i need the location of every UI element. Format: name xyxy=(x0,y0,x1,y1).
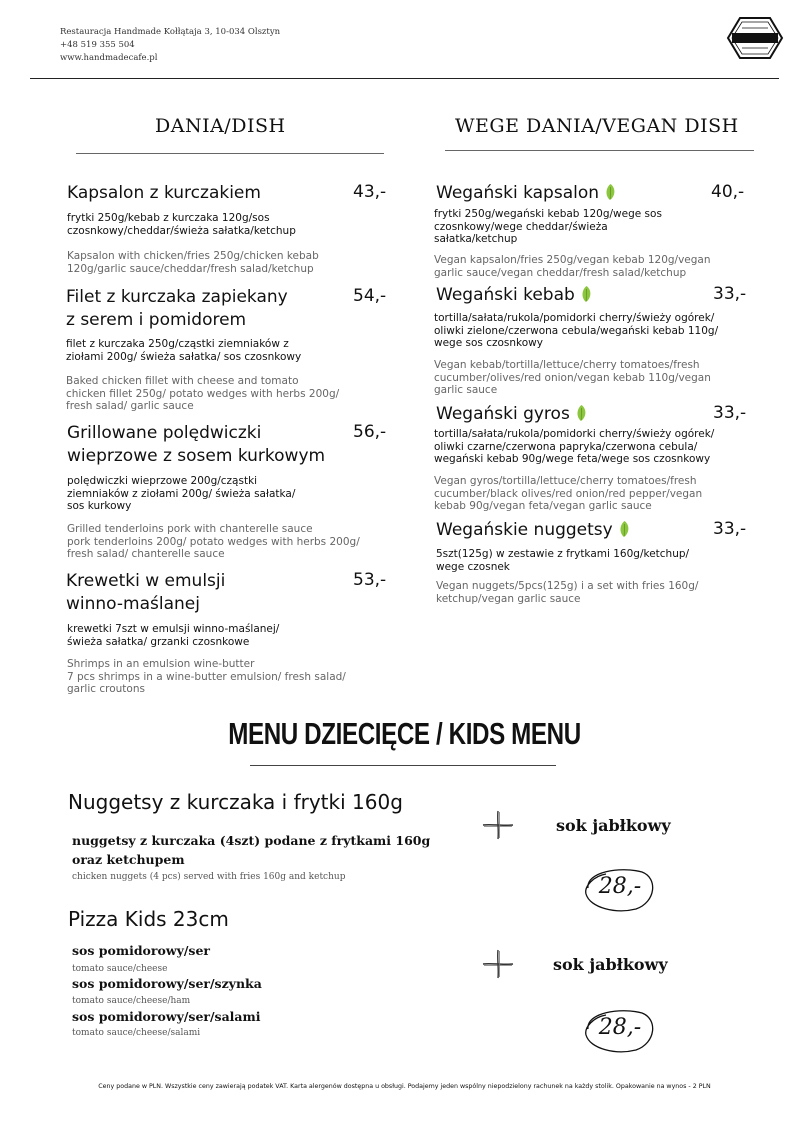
dish-description-pl: polędwiczki wieprzowe 200g/cząstki ziemniaków z ziołami 200g/ świeża sałatka/ sos kurkowy xyxy=(67,475,296,512)
dishes-title: DANIA/DISH xyxy=(155,115,286,137)
kids-price-badge xyxy=(580,864,660,914)
restaurant-phone: +48 519 355 504 xyxy=(60,40,135,50)
kids-title-rule xyxy=(250,765,556,766)
dish-description-pl: krewetki 7szt w emulsji winno-maślanej/ świeża sałatka/ grzanki czosnkowe xyxy=(67,623,280,648)
kids-description-en: tomato sauce/cheese/ham xyxy=(72,996,191,1006)
restaurant-address: Restauracja Handmade Kołłątaja 3, 10-034 Olsztyn xyxy=(60,27,281,37)
dish-description-pl: frytki 250g/kebab z kurczaka 120g/sos czosnkowy/cheddar/świeża sałatka/ketchup xyxy=(67,212,296,237)
dish-name: Filet z kurczaka zapiekany z serem i pomidorem xyxy=(66,287,288,330)
dish-description-pl: tortilla/sałata/rukola/pomidorki cherry/świeży ogórek/ oliwki czarne/czerwona papryka/czerwona cebula/ wegański kebab 90g/wege feta/wege sos czosnkowy xyxy=(434,428,715,465)
dish-description-pl: frytki 250g/wegański kebab 120g/wege sos czosnkowy/wege cheddar/świeża sałatka/ketchup xyxy=(434,208,662,245)
dish-description-en: Shrimps in an emulsion wine-butter 7 pcs shrimps in a wine-butter emulsion/ fresh salad/ garlic croutons xyxy=(67,658,346,695)
dish-price: 54,- xyxy=(353,286,387,306)
apple-juice-label: sok jabłkowy xyxy=(553,955,668,974)
dish-description-pl: filet z kurczaka 250g/cząstki ziemniaków z ziołami 200g/ świeża sałatka/ sos czosnkowy xyxy=(66,338,302,363)
dish-name: Kapsalon z kurczakiem xyxy=(67,183,261,203)
kids-description-pl: sos pomidorowy/ser xyxy=(72,943,210,958)
vegan-dish-heading xyxy=(436,519,630,542)
dish-price: 33,- xyxy=(713,403,747,423)
vegan-leaf-icon xyxy=(619,520,630,538)
kids-description-en: tomato sauce/cheese xyxy=(72,964,168,974)
dish-description-en: Vegan gyros/tortilla/lettuce/cherry tomatoes/fresh cucumber/black olives/red onion/red pepper/vegan kebab 90g/vegan feta/vegan garlic sauce xyxy=(434,475,703,512)
dish-price: 33,- xyxy=(713,519,747,539)
restaurant-website: www.handmadecafe.pl xyxy=(60,53,158,63)
dish-name: Krewetki w emulsji winno-maślanej xyxy=(66,571,226,614)
dish-price: 56,- xyxy=(353,422,387,442)
vegan-leaf-icon xyxy=(581,285,592,303)
dish-name: Wegańskie nuggetsy xyxy=(436,520,613,540)
kids-description-en: chicken nuggets (4 pcs) served with fries 160g and ketchup xyxy=(72,872,346,882)
dish-description-pl: tortilla/sałata/rukola/pomidorki cherry/świeży ogórek/ oliwki zielone/czerwona cebula/wegański kebab 110g/ wege sos czosnkowy xyxy=(434,312,719,349)
dish-description-en: Kapsalon with chicken/fries 250g/chicken kebab 120g/garlic sauce/cheddar/fresh salad/ketchup xyxy=(67,250,319,275)
dish-description-en: Vegan nuggets/5pcs(125g) i a set with fries 160g/ ketchup/vegan garlic sauce xyxy=(436,580,699,605)
dish-description-en: Grilled tenderloins pork with chanterelle sauce pork tenderloins 200g/ potato wedges with herbs 200g/ fresh salad/ chanterelle sauce xyxy=(67,523,360,560)
dish-description-en: Vegan kapsalon/fries 250g/vegan kebab 120g/vegan garlic sauce/vegan cheddar/fresh salad/ketchup xyxy=(434,254,711,279)
vegan-title: WEGE DANIA/VEGAN DISH xyxy=(455,115,739,137)
vegan-dish-heading xyxy=(436,284,592,307)
vegan-dish-heading xyxy=(436,403,587,426)
vegan-leaf-icon xyxy=(576,404,587,422)
footer-note: Ceny podane w PLN. Wszystkie ceny zawierają podatek VAT. Karta alergenów dostępna u obsługi. Podajemy jeden wspólny niepodzielony rachunek na każdy stolik. Opakowanie na wynos - 2 PLN xyxy=(98,1083,711,1090)
vegan-dish-heading xyxy=(436,182,616,205)
apple-juice-label: sok jabłkowy xyxy=(556,816,671,835)
plus-icon xyxy=(481,810,515,840)
restaurant-contact xyxy=(60,26,280,65)
kids-price-badge xyxy=(580,1005,660,1055)
kids-dish-name: Nuggetsy z kurczaka i frytki 160g xyxy=(68,790,403,814)
dish-name: Wegański kebab xyxy=(436,285,575,305)
kids-price: 28,- xyxy=(598,1015,642,1040)
dish-description-pl: 5szt(125g) w zestawie z frytkami 160g/ketchup/ wege czosnek xyxy=(436,548,690,573)
vegan-title-rule xyxy=(445,150,754,151)
dish-name: Wegański gyros xyxy=(436,404,570,424)
kids-dish-name: Pizza Kids 23cm xyxy=(68,907,229,931)
kids-description-pl: nuggetsy z kurczaka (4szt) podane z frytkami 160g oraz ketchupem xyxy=(72,833,431,867)
header-divider xyxy=(30,78,779,79)
plus-icon xyxy=(481,949,515,979)
dish-name: Wegański kapsalon xyxy=(436,183,600,203)
kids-description-pl: sos pomidorowy/ser/szynka xyxy=(72,976,262,991)
dish-price: 33,- xyxy=(713,284,747,304)
dish-price: 40,- xyxy=(711,182,745,202)
handmade-logo xyxy=(726,16,784,60)
kids-description-pl: sos pomidorowy/ser/salami xyxy=(72,1009,261,1024)
vegan-leaf-icon xyxy=(605,183,616,201)
kids-menu-title: MENU DZIECIĘCE / KIDS MENU xyxy=(228,716,581,751)
dish-description-en: Vegan kebab/tortilla/lettuce/cherry tomatoes/fresh cucumber/olives/red onion/vegan kebab 110g/vegan garlic sauce xyxy=(434,359,711,396)
kids-description-en: tomato sauce/cheese/salami xyxy=(72,1028,201,1038)
dish-price: 43,- xyxy=(353,182,387,202)
dish-name: Grillowane polędwiczki wieprzowe z sosem kurkowym xyxy=(67,423,326,466)
dish-description-en: Baked chicken fillet with cheese and tomato chicken fillet 250g/ potato wedges with herbs 200g/ fresh salad/ garlic sauce xyxy=(66,375,340,412)
dishes-title-rule xyxy=(76,153,384,154)
kids-price: 28,- xyxy=(598,874,642,899)
dish-price: 53,- xyxy=(353,570,387,590)
